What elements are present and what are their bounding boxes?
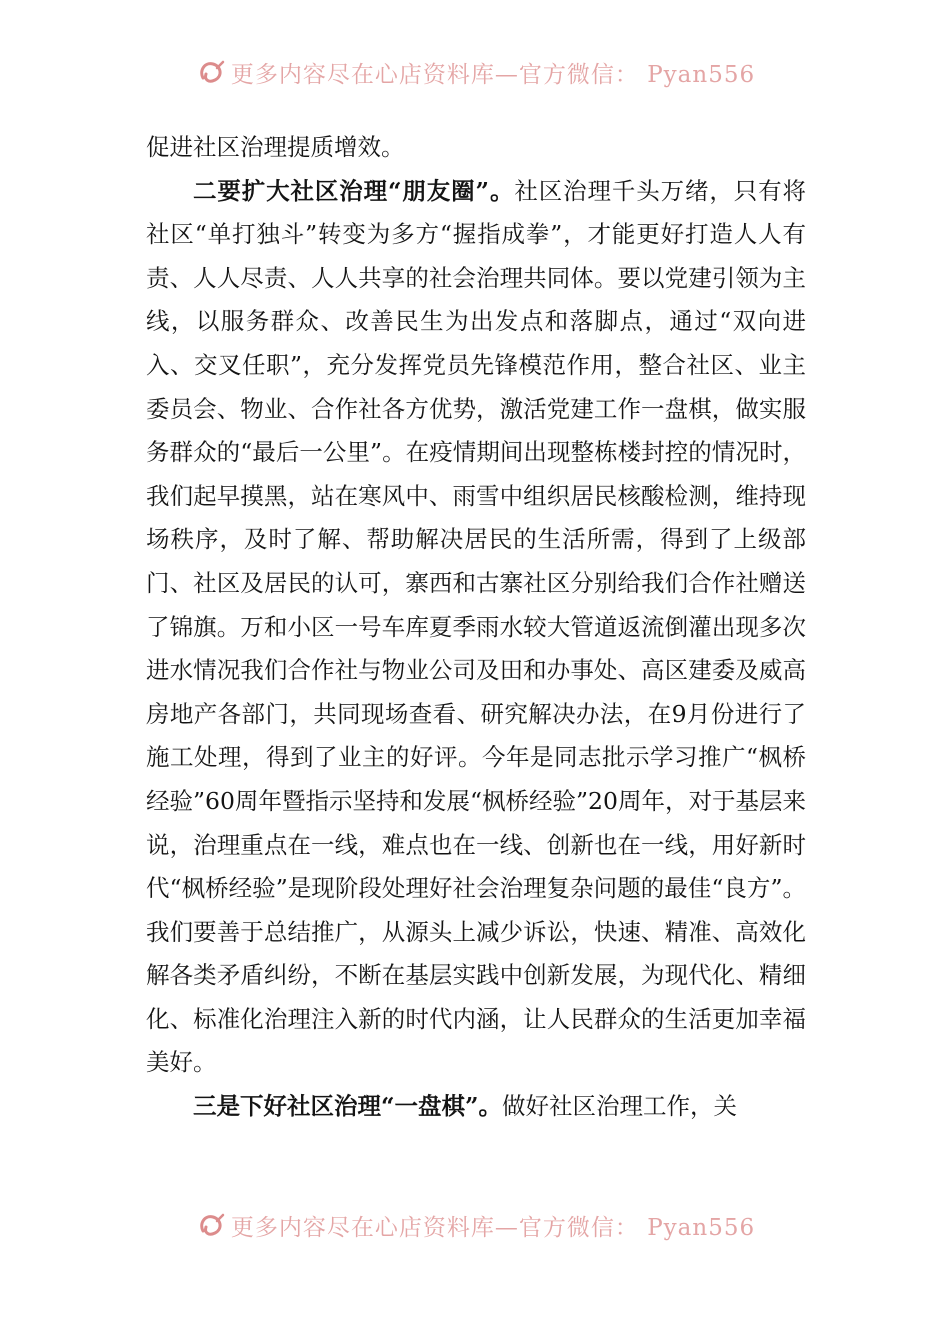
- paragraph-1: [146, 126, 806, 170]
- paragraph-3: [146, 1085, 806, 1129]
- document-body: [146, 126, 806, 1129]
- watermark-text: 更多内容尽在心店资料库—官方微信： Pyan556: [230, 1215, 756, 1241]
- paragraph-2-text: 社区治理千头万绪，只有将社区“单打独斗”转变为多方“握指成拳”，才能更好打造人人有责、人人尽责、人人共享的社会治理共同体。要以党建引领为主线，以服务群众、改善民生为出发点和落脚点，通过“双向进入、交叉任职”，充分发挥党员先锋模范作用，整合社区、业主委员会、物业、合作社各方优势，激活党建工作一盘棋，做实服务群众的“最后一公里”。在疫情期间出现整栋楼封控的情况时，我们起早摸黑，站在寒风中、雨雪中组织居民核酸检测，维持现场秩序，及时了解、帮助解决居民的生活所需，得到了上级部门、社区及居民的认可，寨西和古寨社区分别给我们合作社赠送了锦旗。万和小区一号车库夏季雨水较大管道返流倒灌出现多次进水情况我们合作社与物业公司及田和办事处、高区建委及威高房地产各部门，共同现场查看、研究解决办法，在9月份进行了施工处理，得到了业主的好评。今年是同志批示学习推广“枫桥经验”60周年暨指示坚持和发展“枫桥经验”20周年，对于基层来说，治理重点在一线，难点也在一线、创新也在一线，用好新时代“枫桥经验”是现阶段处理好社会治理复杂问题的最佳“良方”。我们要善于总结推广，从源头上减少诉讼，快速、精准、高效化解各类矛盾纠纷，不断在基层实践中创新发展，为现代化、精细化、标准化治理注入新的时代内涵，让人民群众的生活更加幸福美好。: [146, 176, 806, 1077]
- paragraph-2-lead: 二要扩大社区治理“朋友圈”。: [193, 176, 515, 205]
- header-watermark: [0, 52, 950, 92]
- watermark-logo-icon: [195, 1211, 229, 1241]
- watermark-text: 更多内容尽在心店资料库—官方微信： Pyan556: [230, 62, 756, 88]
- paragraph-2: [146, 170, 806, 1085]
- paragraph-3-lead: 三是下好社区治理“一盘棋”。: [193, 1092, 503, 1121]
- watermark-logo-icon: [195, 58, 229, 88]
- paragraph-3-text: 做好社区治理工作，关: [502, 1092, 738, 1121]
- paragraph-1-text: 促进社区治理提质增效。: [146, 133, 405, 161]
- footer-watermark: [0, 1205, 950, 1245]
